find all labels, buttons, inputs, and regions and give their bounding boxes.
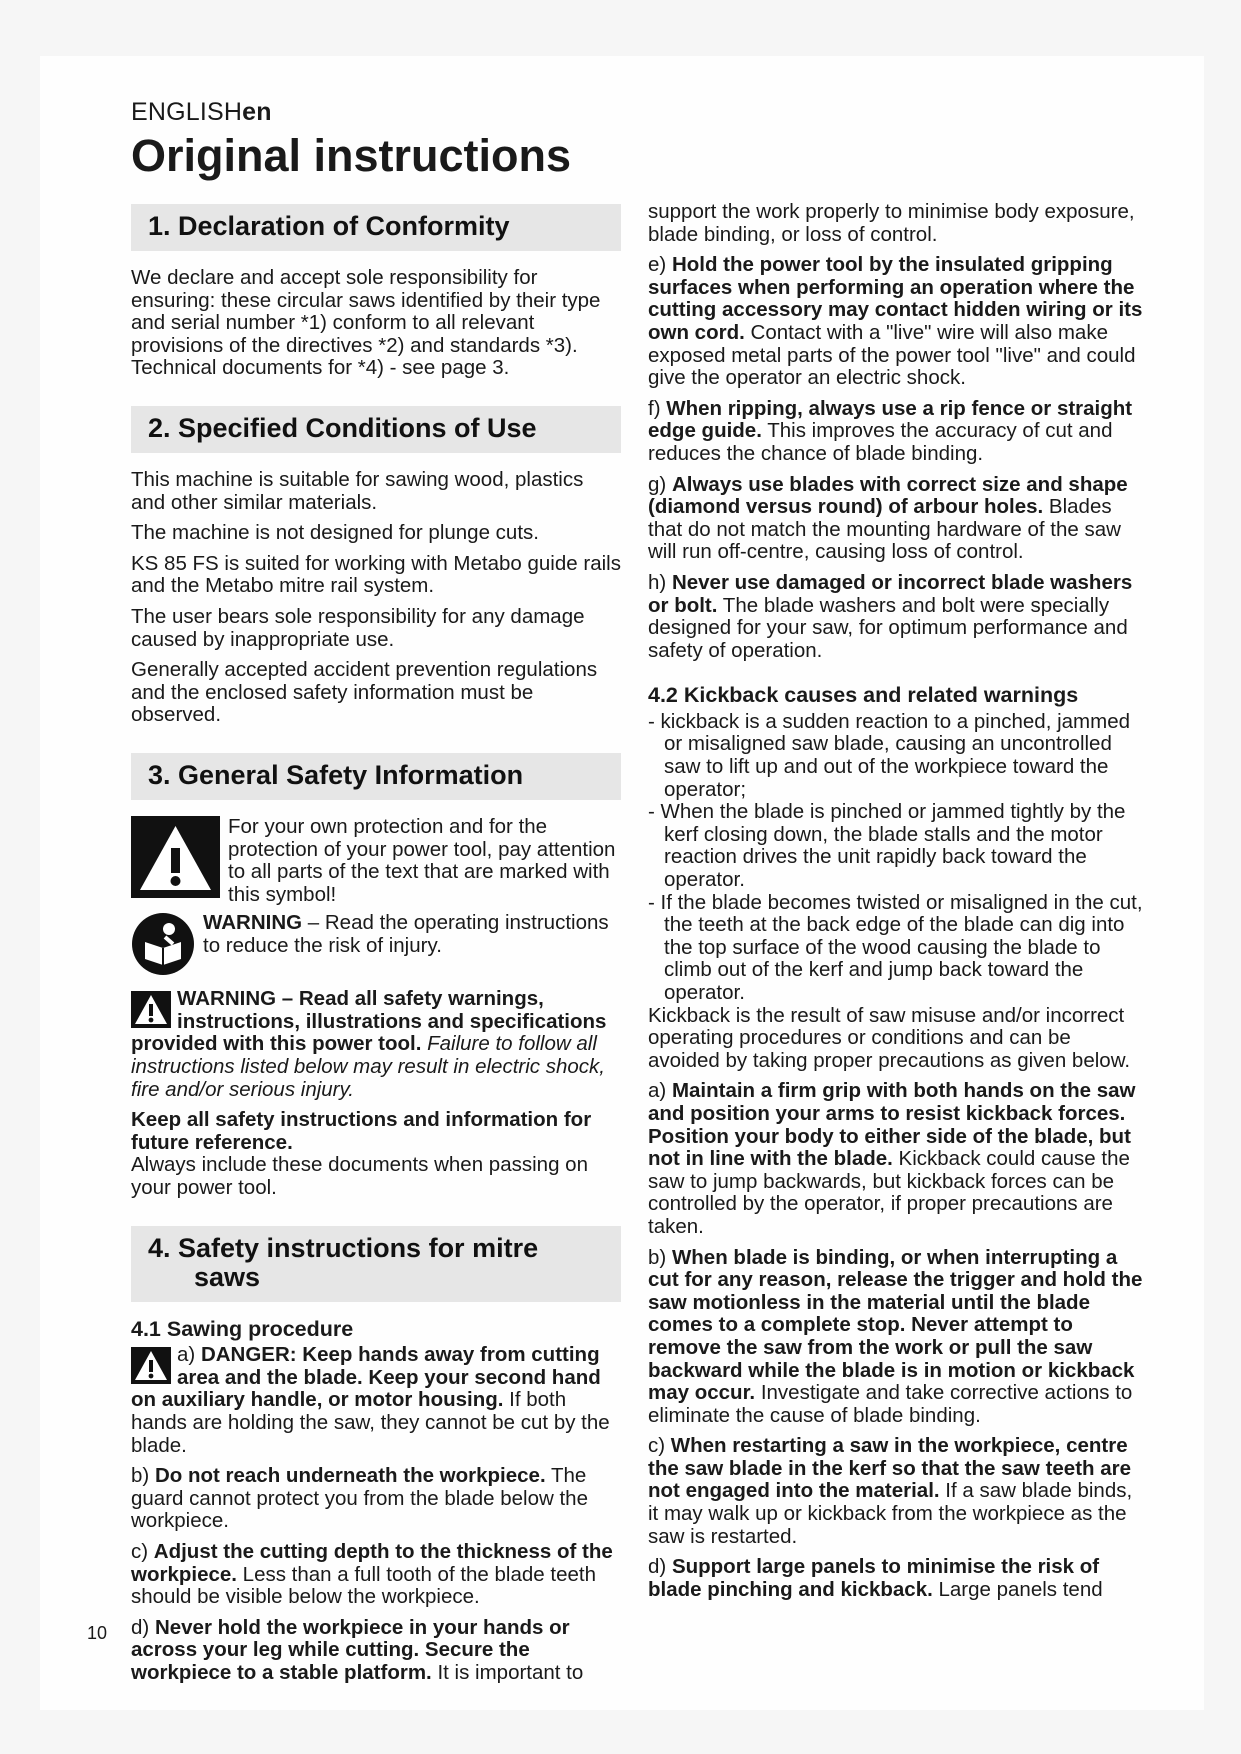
symbol-note [131,816,621,906]
conditions-paragraph: KS 85 FS is suited for working with Metabo guide rails and the Metabo mitre rail system. [131,551,621,598]
subheading-sawing-procedure: 4.1 Sawing procedure [131,1316,354,1341]
section-heading-mitre-saws: 4. Safety instructions for mitre saws [131,1226,621,1302]
section-heading-declaration: 1. Declaration of Conformity [131,204,621,251]
instruction-item: b) Do not reach underneath the workpiece. The guard cannot protect you from the blade below the workpiece. [131,1464,588,1533]
instruction-item: c) When restarting a saw in the workpiece, centre the saw blade in the kerf so that the saw teeth are not engaged into the material. If a saw blade binds, it may walk up or kickback from the workpiece as the saw is restarted. [648,1434,1133,1548]
section-heading-conditions-of-use: 2. Specified Conditions of Use [131,406,621,453]
subheading-kickback: 4.2 Kickback causes and related warnings [648,683,1079,708]
warning-triangle-icon [131,1347,171,1384]
instruction-item: h) Never use damaged or incorrect blade washers or bolt. The blade washers and bolt were specially designed for your saw, for optimum performance and safety of operation. [648,570,1133,662]
instruction-item: a) Maintain a firm grip with both hands on the saw and position your arms to resist kickback forces. Position your body to either side of the blade, but not in line with the blade. Kickback could cause the saw to jump backwards, but kickback forces can be controlled by the operator, if proper precautions are taken. [648,1079,1136,1238]
conditions-paragraph: This machine is suitable for sawing wood, plastics and other similar materials. [131,467,584,514]
conditions-paragraph: The machine is not designed for plunge cuts. [131,521,539,545]
manual-warning-text: WARNING – Read the operating instructions to reduce the risk of injury. [203,911,609,957]
kickback-summary: Kickback is the result of saw misuse and/or incorrect operating procedures or conditions and can be avoided by taking proper precautions as given below. [648,1003,1131,1072]
instruction-item: e) Hold the power tool by the insulated gripping surfaces when performing an operation where the cutting accessory may contact hidden wiring or its own cord. Contact with a "live" wire will also make exposed metal parts of the power tool "live" and could give the operator an electric shock. [648,253,1143,390]
instruction-item: d) Support large panels to minimise the risk of blade pinching and kickback. Large panels tend [648,1555,1103,1601]
language-label: ENGLISHen [131,98,272,126]
warning-consequence-text: Failure to follow all instructions listed below may result in electric shock, fire and/or serious injury. [131,1032,605,1101]
kickback-list-item: - When the blade is pinched or jammed tightly by the kerf closing down, the blade stalls and the motor reaction drives the unit rapidly back toward the operator. [648,800,1126,892]
instruction-item: b) When blade is binding, or when interrupting a cut for any reason, release the trigger and hold the saw motionless in the material until the blade comes to a complete stop. Never attempt to remove the saw from the work or pull the saw backward while the blade is in motion or kickback may occur. Investigate and take corrective actions to eliminate the cause of blade binding. [648,1245,1143,1427]
warning-triangle-icon [131,816,220,898]
right-column [648,201,1144,1609]
instruction-item: g) Always use blades with correct size and shape (diamond versus round) of arbour holes. Blades that do not match the mounting hardware of the saw will run off-centre, causing loss of control. [648,472,1128,564]
read-all-warnings: WARNING – Read all safety warnings, instructions, illustrations and specifications provided with this power tool. Failure to follow all instructions listed below may result in electric shock, fire and/or serious injury. [131,987,607,1101]
instruction-item: a) DANGER: Keep hands away from cutting area and the blade. Keep your second hand on auxiliary handle, or motor housing. If both hands are holding the saw, they cannot be cut by the blade. [131,1343,610,1457]
section-heading-general-safety: 3. General Safety Information [131,753,621,800]
symbol-note-text: For your own protection and for the protection of your power tool, pay attention to all parts of the text that are marked with this symbol! [228,814,616,906]
warning-triangle-icon [131,991,171,1028]
instruction-item: f) When ripping, always use a rip fence or straight edge guide. This improves the accuracy of cut and reduces the chance of blade binding. [648,396,1133,465]
manual-warning [131,912,621,976]
instruction-item: c) Adjust the cutting depth to the thickness of the workpiece. Less than a full tooth of the blade teeth should be visible below the workpiece. [131,1539,613,1609]
instruction-item: d) Never hold the workpiece in your hands or across your leg while cutting. Secure the workpiece to a stable platform. It is important to [131,1615,584,1684]
keep-instructions: Keep all safety instructions and information for future reference. Always include these documents when passing on your power tool. [131,1108,592,1200]
declaration-text: We declare and accept sole responsibility for ensuring: these circular saws identified by their type and serial number *1) conform to all relevant provisions of the directives *2) and standards *3). Technical documents for *4) - see page 3. [131,266,601,380]
read-manual-icon [131,912,195,976]
kickback-list-item: - If the blade becomes twisted or misaligned in the cut, the teeth at the back edge of the blade can dig into the top surface of the wood causing the blade to climb out of the kerf and jump back toward the operator. [648,890,1143,1004]
kickback-list-item: - kickback is a sudden reaction to a pinched, jammed or misaligned saw blade, causing an uncontrolled saw to lift up and out of the workpiece toward the operator; [648,709,1131,801]
page-title: Original instructions [131,130,572,181]
conditions-paragraph: Generally accepted accident prevention regulations and the enclosed safety information must be observed. [131,658,598,727]
left-column [131,204,621,1693]
continued-text: support the work properly to minimise body exposure, blade binding, or loss of control. [648,200,1135,246]
page-number: 10 [87,1623,108,1643]
conditions-paragraph: The user bears sole responsibility for any damage caused by inappropriate use. [131,604,585,651]
